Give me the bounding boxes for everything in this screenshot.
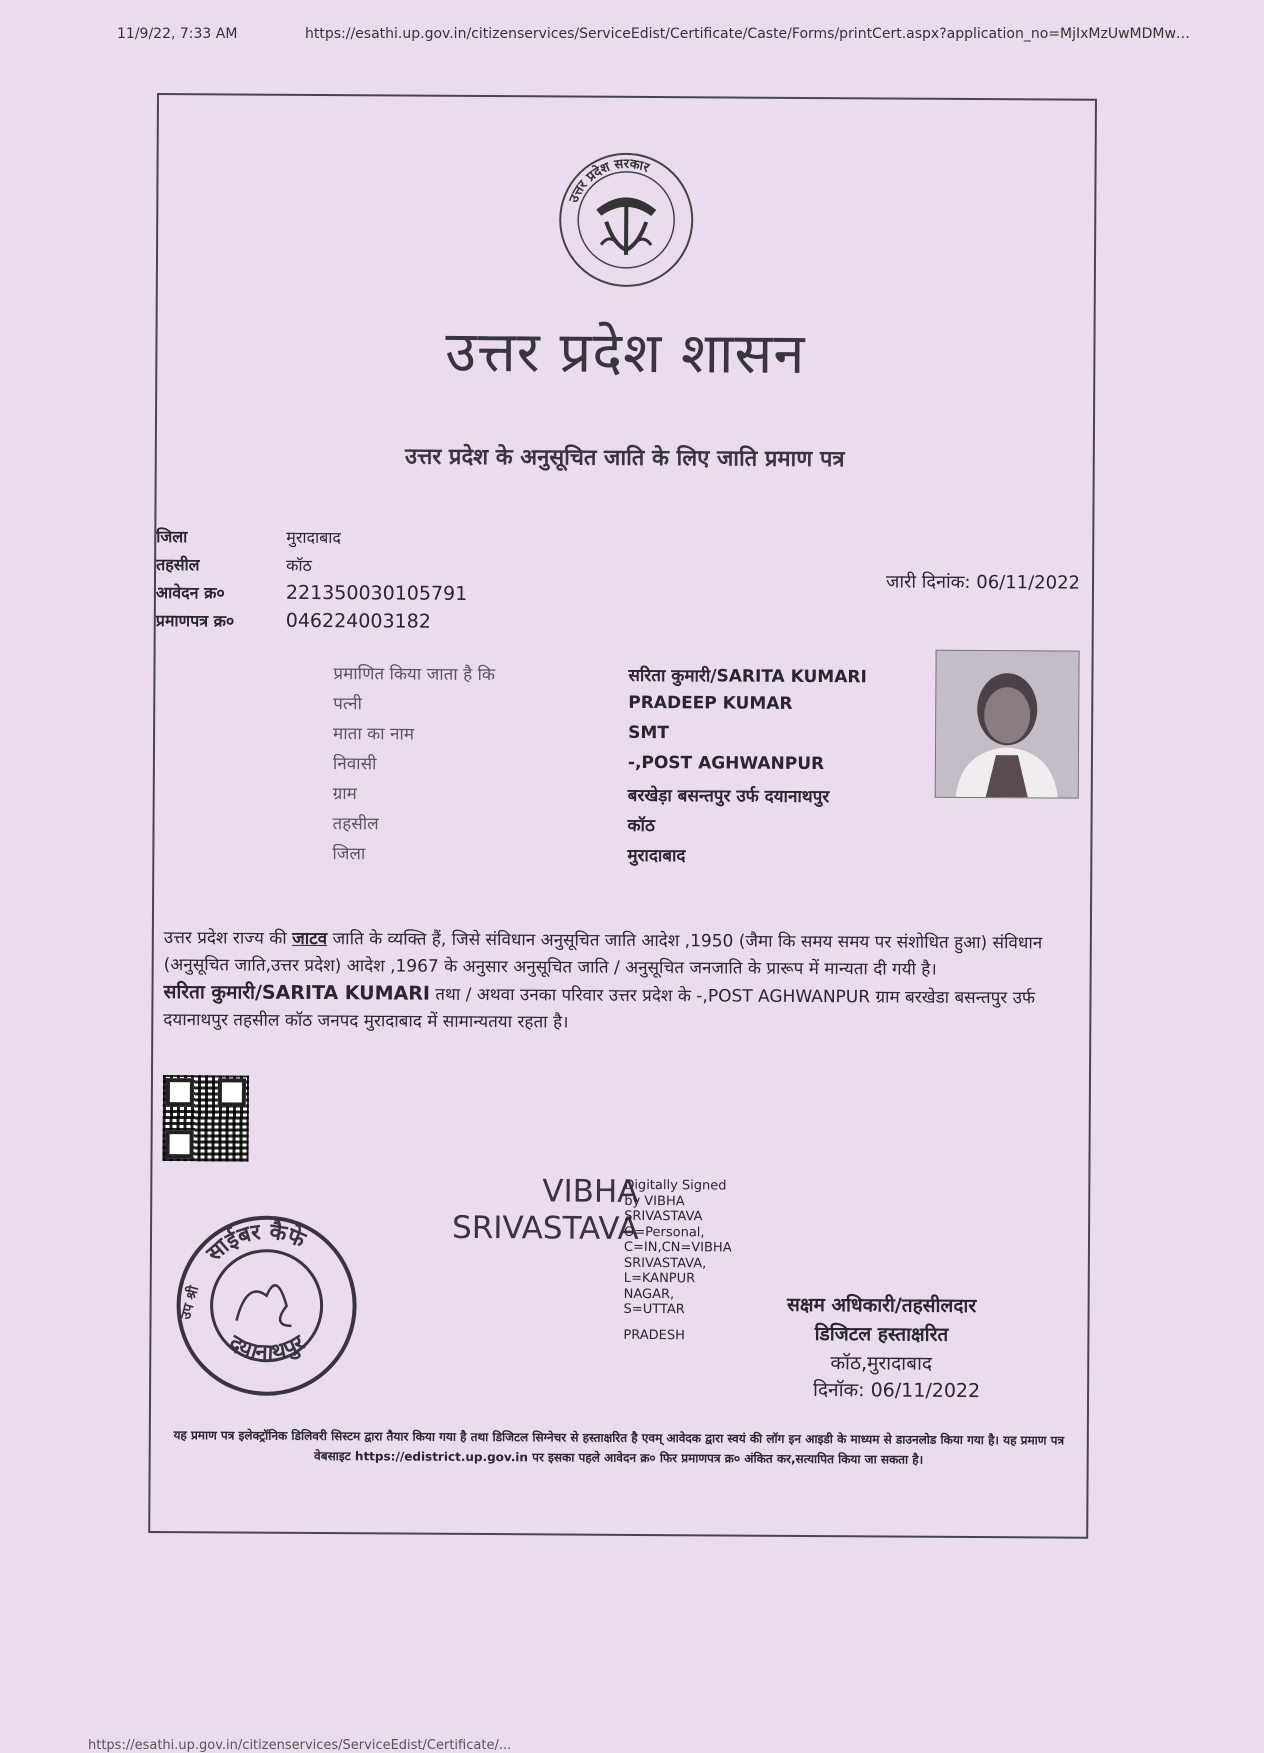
authority-date-label: दिनॉक: bbox=[813, 1379, 865, 1402]
detail-value: PRADEEP KUMAR bbox=[628, 692, 793, 714]
detail-value: कॉठ bbox=[627, 815, 655, 837]
detail-label: माता का नाम bbox=[333, 724, 415, 745]
meta-value: 221350030105791 bbox=[285, 581, 468, 605]
digital-signature-details bbox=[623, 1178, 754, 1344]
issue-date-label: जारी दिनांक: bbox=[885, 571, 971, 593]
signature-detail-line: by VIBHA bbox=[624, 1193, 685, 1209]
meta-value: मुरादाबाद bbox=[286, 527, 342, 548]
detail-label: प्रमाणित किया जाता है कि bbox=[333, 664, 496, 686]
detail-label: ग्राम bbox=[332, 784, 357, 805]
svg-text:साईबर कैफे bbox=[201, 1217, 310, 1268]
signature-detail-line: SRIVASTAVA bbox=[624, 1208, 703, 1225]
issue-date bbox=[886, 569, 1080, 594]
authority-digital-signed: डिजिटल हस्ताक्षरित bbox=[814, 1323, 949, 1346]
meta-label: तहसील bbox=[156, 555, 200, 575]
signature-detail-line: Digitally Signed bbox=[624, 1177, 727, 1194]
detail-value: बरखेड़ा बसन्तपुर उर्फ दयानाथपुर bbox=[627, 785, 830, 808]
signature-detail-line: SRIVASTAVA, bbox=[623, 1255, 707, 1271]
certificate-frame bbox=[148, 93, 1097, 1539]
issue-date-value: 06/11/2022 bbox=[976, 572, 1081, 594]
meta-label: जिला bbox=[156, 527, 188, 547]
qr-code-icon bbox=[162, 1075, 249, 1162]
stamp-left-text: उप श्री bbox=[177, 1284, 203, 1322]
certificate-subtitle: उत्तर प्रदेश के अनुसूचित जाति के लिए जाति प्रमाण पत्र bbox=[404, 444, 845, 473]
browser-print-footer: https://esathi.up.gov.in/citizenservices/ServiceEdist/Certificate/... bbox=[88, 1738, 512, 1753]
certification-paragraph bbox=[163, 925, 1069, 1040]
detail-label: निवासी bbox=[332, 754, 377, 775]
signature-detail-line: PRADESH bbox=[623, 1327, 685, 1343]
up-emblem-icon bbox=[556, 149, 697, 290]
cafe-stamp-icon bbox=[171, 1210, 362, 1401]
signature-detail-line: O=Personal, bbox=[624, 1224, 705, 1240]
page-title: उत्तर प्रदेश शासन bbox=[445, 319, 806, 387]
holder-name: सरिता कुमारी/SARITA KUMARI bbox=[163, 981, 431, 1005]
paragraph-text: तथा / अथवा उनका परिवार उत्तर प्रदेश के -,POST AGHWANPUR ग्राम बरखेडा बसन्तपुर उर्फ दयानाथपुर तहसील कॉठ जनपद मुरादाबाद में सामान्यतया रहता है। bbox=[163, 984, 1036, 1033]
detail-label: जिला bbox=[332, 844, 366, 865]
paragraph-text: उत्तर प्रदेश राज्य की bbox=[163, 928, 293, 949]
detail-value: सरिता कुमारी/SARITA KUMARI bbox=[628, 665, 867, 688]
authority-date bbox=[813, 1376, 980, 1403]
holder-details bbox=[332, 661, 867, 871]
detail-value: -,POST AGHWANPUR bbox=[627, 752, 825, 775]
signatory-name-line2: SRIVASTAVA bbox=[451, 1209, 639, 1247]
svg-text:दयानाथपुर bbox=[223, 1330, 310, 1366]
detail-label: तहसील bbox=[332, 814, 379, 835]
authority-title: सक्षम अधिकारी/तहसीलदार bbox=[787, 1293, 977, 1318]
meta-label: प्रमाणपत्र क्र० bbox=[155, 611, 235, 631]
meta-value: कॉठ bbox=[286, 555, 312, 575]
stamp-bottom-text: दयानाथपुर bbox=[224, 1330, 310, 1366]
signature-detail-line: NAGAR, bbox=[623, 1286, 675, 1302]
stamp-top-text: साईबर कैफे bbox=[202, 1219, 309, 1267]
svg-text:उत्तर प्रदेश सरकार bbox=[566, 156, 652, 206]
meta-value: 046224003182 bbox=[285, 609, 431, 633]
holder-photo bbox=[935, 650, 1080, 799]
detail-value: मुरादाबाद bbox=[627, 845, 686, 867]
meta-label: आवेदन क्र० bbox=[155, 583, 225, 603]
signature-detail-line: C=IN,CN=VIBHA bbox=[623, 1239, 732, 1256]
signatory-name-line1: VIBHA bbox=[542, 1173, 639, 1210]
caste-name: जाटव bbox=[292, 928, 328, 950]
detail-label: पत्नी bbox=[333, 694, 363, 715]
print-url: https://esathi.up.gov.in/citizenservices/ServiceEdist/Certificate/Caste/Forms/printCert.aspx?application_no=MjIxMzUwMDMw… bbox=[305, 26, 1190, 42]
verification-note: यह प्रमाण पत्र इलेक्ट्रॉनिक डिलिवरी सिस्टम द्वारा तैयार किया गया है तथा डिजिटल सिग्नेचर से हस्ताक्षरित है एवम् आवेदक द्वारा स्वयं की लॉग इन आइडी के माध्यम से डाउनलोड किया गया है। यह प्रमाण पत्र वेबसाइट https://edistrict.up.gov.in पर इसका पहले आवेदन क्र० फिर प्रमाणपत्र क्र० अंकित कर,सत्यापित किया जा सकता है। bbox=[173, 1428, 1065, 1467]
signature-detail-line: S=UTTAR bbox=[623, 1301, 685, 1318]
detail-value: SMT bbox=[628, 722, 669, 744]
authority-location: कॉठ,मुरादाबाद bbox=[830, 1352, 933, 1375]
certificate-meta bbox=[155, 525, 468, 637]
emblem-text: उत्तर प्रदेश सरकार bbox=[566, 156, 652, 205]
paragraph-text: जाति के व्यक्ति हैं, जिसे संविधान अनुसूचित जाति आदेश ,1950 (जैमा कि समय समय पर संशोधित हुआ) संविधान (अनुसूचित जाति,उत्तर प्रदेश) आदेश ,1967 के अनुसार अनुसूचित जाति / अनुसूचित जनजाति के प्रारूप में मान्यता दी गयी है। bbox=[163, 929, 1043, 980]
print-timestamp: 11/9/22, 7:33 AM bbox=[117, 26, 238, 42]
signature-detail-line: L=KANPUR bbox=[623, 1270, 696, 1287]
authority-block bbox=[761, 1291, 1002, 1379]
authority-date-value: 06/11/2022 bbox=[870, 1379, 981, 1403]
